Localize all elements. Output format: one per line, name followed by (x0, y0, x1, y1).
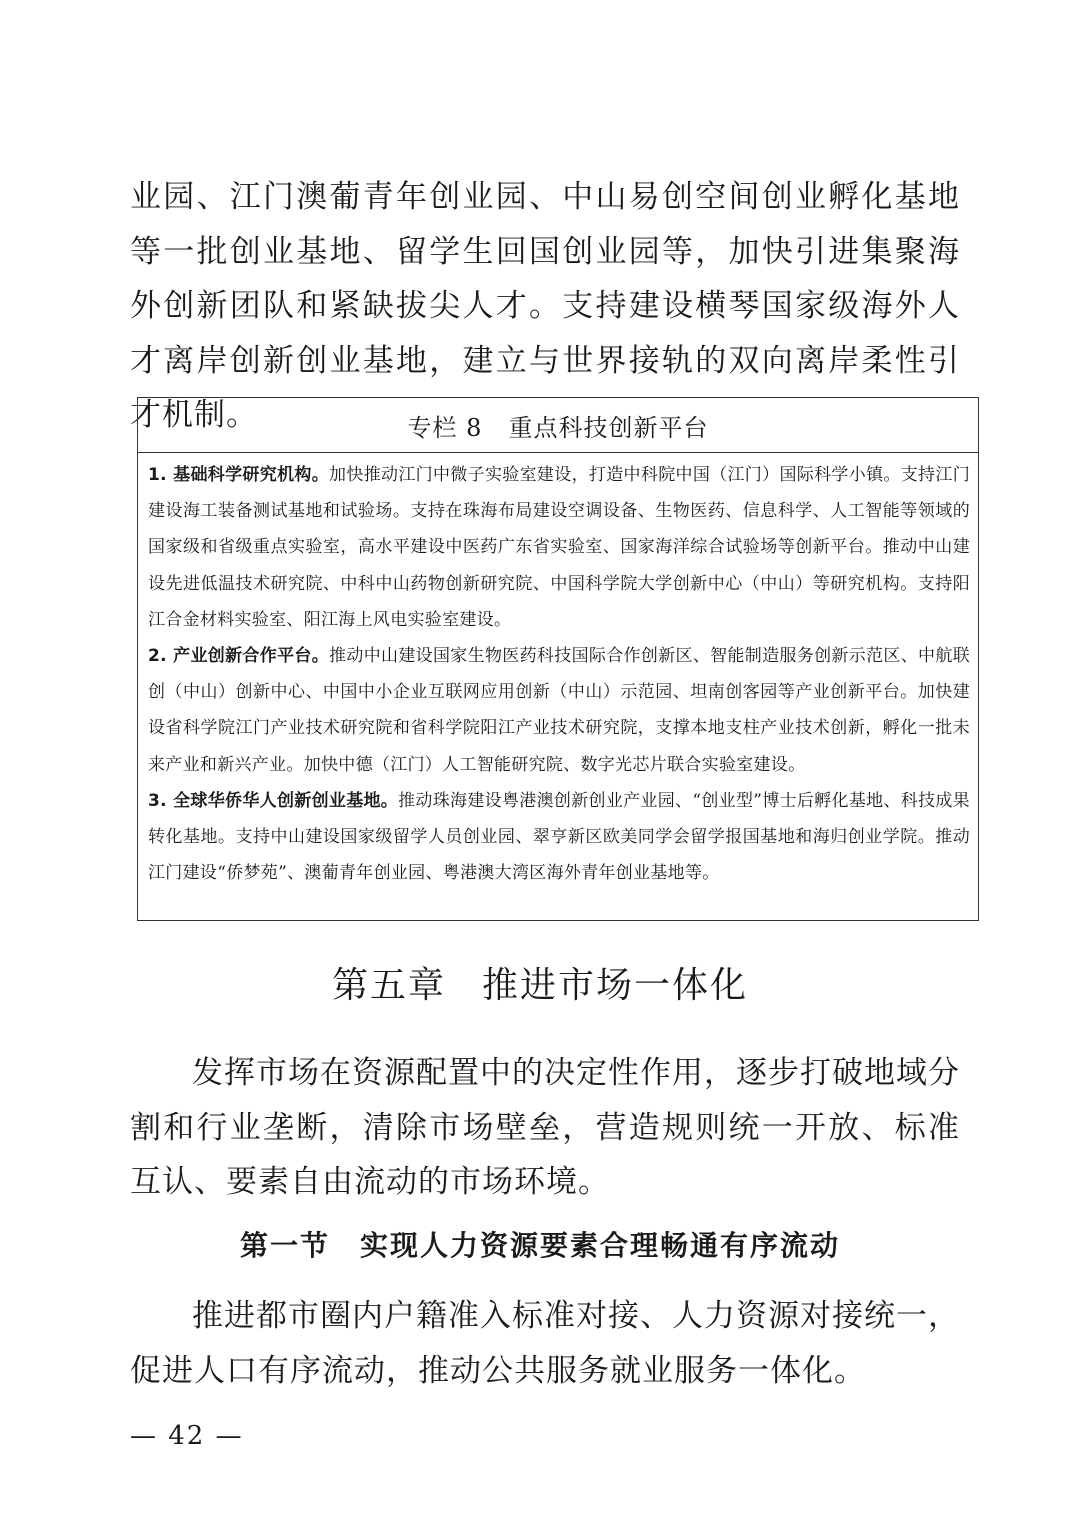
box-item (148, 783, 970, 892)
page-number: — 42 — (130, 1421, 244, 1451)
section-title: 实现人力资源要素合理畅通有序流动 (360, 1229, 841, 1262)
section-paragraph: 推进都市圈内户籍准入标准对接、人力资源对接统一，促进人口有序流动，推动公共服务就业服务一体化。 (130, 1298, 960, 1389)
box-title (138, 398, 978, 453)
box-item-heading: 3. 全球华侨华人创新创业基地。 (148, 790, 399, 811)
chapter-intro-paragraph: 发挥市场在资源配置中的决定性作用，逐步打破地域分割和行业垄断，清除市场壁垒，营造规则统一开放、标准互认、要素自由流动的市场环境。 (130, 1055, 960, 1200)
box-item-text: 推动珠海建设粤港澳创新创业产业园、“创业型”博士后孵化基地、科技成果转化基地。支持中山建设国家级留学人员创业园、翠亨新区欧美同学会留学报国基地和海归创业学院。推动江门建设“侨梦苑”、澳葡青年创业园、粤港澳大湾区海外青年创业基地等。 (148, 790, 970, 884)
box-title-number: 专栏 8 (407, 413, 483, 442)
box-item-heading: 1. 基础科学研究机构。 (148, 465, 330, 485)
box-item-text: 加快推动江门中微子实验室建设，打造中科院中国（江门）国际科学小镇。支持江门建设海工装备测试基地和试验场。支持在珠海布局建设空调设备、生物医药、信息科学、人工智能等领域的国家级和省级重点实验室，高水平建设中医药广东省实验室、国家海洋综合试验场等创新平台。推动中山建设先进低温技术研究院、中科中山药物创新研究院、中国科学院大学创新中心（中山）等研究机构。支持阳江合金材料实验室、阳江海上风电实验室建设。 (148, 465, 970, 630)
sidebar-box (137, 397, 979, 921)
box-item-heading: 2. 产业创新合作平台。 (148, 646, 330, 667)
box-item-text: 推动中山建设国家生物医药科技国际合作创新区、智能制造服务创新示范区、中航联创（中山）创新中心、中国中小企业互联网应用创新（中山）示范园、坦南创客园等产业创新平台。加快建设省科学院江门产业技术研究院和省科学院阳江产业技术研究院，支撑本地支柱产业技术创新，孵化一批未来产业和新兴产业。加快中德（江门）人工智能研究院、数字光芯片联合实验室建设。 (148, 646, 970, 775)
chapter-number: 第五章 (331, 965, 446, 1006)
box-title-text: 重点科技创新平台 (508, 413, 709, 442)
box-item (148, 638, 970, 783)
chapter-heading (0, 956, 1080, 1016)
box-body (138, 453, 978, 891)
box-item (148, 457, 970, 638)
body-paragraph-continued: 业园、江门澳葡青年创业园、中山易创空间创业孵化基地等一批创业基地、留学生回国创业园等，加快引进集聚海外创新团队和紧缺拔尖人才。支持建设横琴国家级海外人才离岸创新创业基地，建立与世界接轨的双向离岸柔性引才机制。 (130, 179, 960, 433)
section-number: 第一节 (239, 1229, 330, 1262)
chapter-title: 推进市场一体化 (482, 965, 749, 1006)
section-heading (0, 1221, 1080, 1271)
